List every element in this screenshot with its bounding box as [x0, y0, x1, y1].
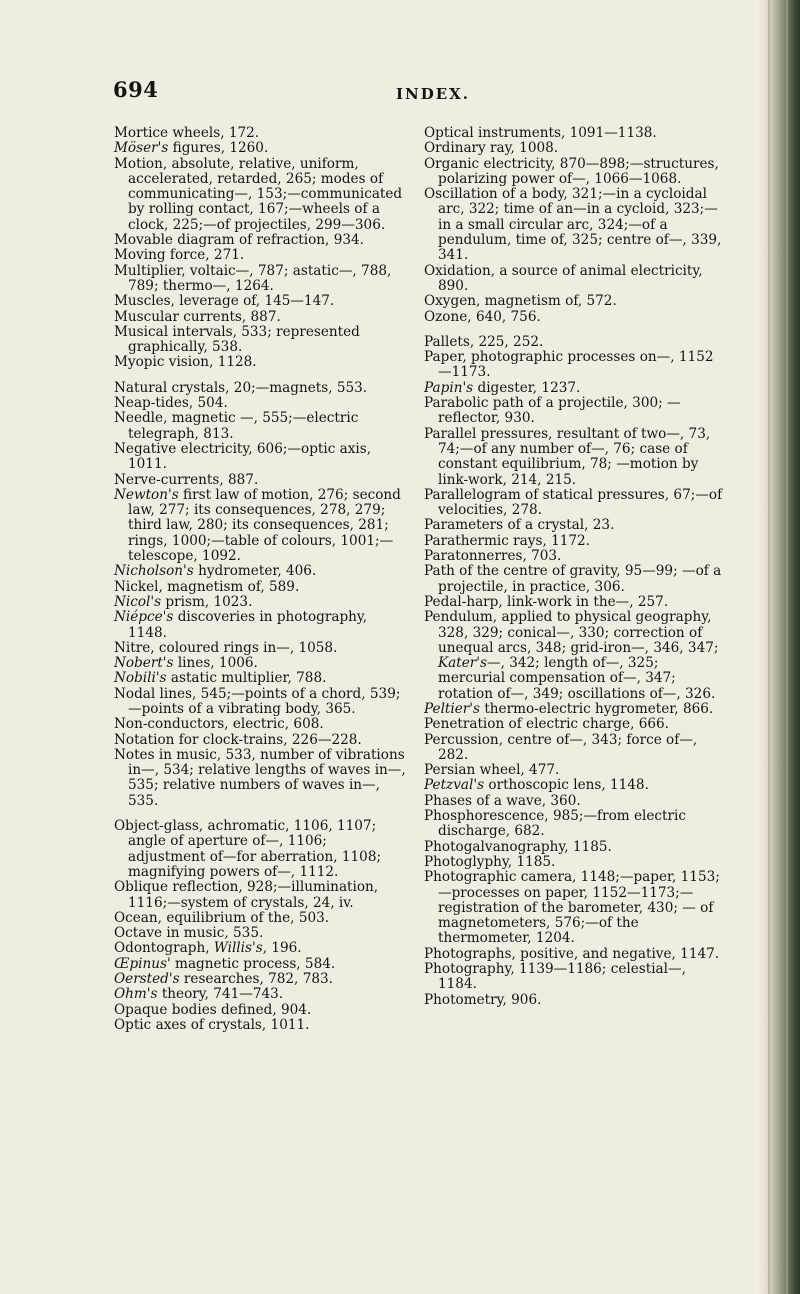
index-entry: [424, 310, 724, 325]
index-entry-refs: electricity, 870—898;—structures, polarizing power of—, 1066—1068.: [438, 155, 719, 187]
index-entry-refs: of a crystal, 23.: [503, 517, 615, 534]
spine-crease-line: [786, 0, 788, 1294]
index-entry-refs: camera, 1148;—paper, 1153;—processes on paper, 1152—1173;—registration of the barometer, 430; — of magnetometers, 576;—of the thermometer, 1204.: [438, 869, 720, 947]
index-entry: [424, 870, 724, 946]
index-entry-refs: , electric, 608.: [224, 716, 324, 733]
index-entry: [424, 595, 724, 610]
index-entry-term: Mortice wheels: [114, 125, 221, 141]
index-entry-term: Organic: [424, 155, 480, 172]
index-entry: [114, 748, 406, 809]
index-entry-refs: pressures, resultant of two—, 73, 74;—of any number of—, 76; case of constant equilibrium, 78; —motion by link-work, 214, 215.: [438, 425, 711, 488]
index-entry: [114, 126, 406, 141]
index-entry: [114, 1003, 406, 1018]
page-number: 694: [113, 77, 159, 102]
index-entry-refs: wheel, 477.: [475, 762, 560, 779]
index-entry-refs: prism, 1023.: [161, 593, 253, 610]
index-entry-refs: force, 271.: [165, 247, 245, 264]
index-entry-term: Opaque: [114, 1001, 168, 1018]
index-entry-term: Oblique: [114, 879, 169, 896]
index-entry-term: Optic: [114, 1016, 152, 1033]
index-entry-refs: theory, 741—743.: [157, 986, 284, 1003]
index-entry-refs: , 640, 756.: [467, 308, 541, 325]
index-entry: [114, 157, 406, 233]
index-entry-refs: ray, 1008.: [485, 140, 559, 157]
index-entry: [424, 564, 724, 595]
index-entry: [424, 126, 724, 141]
index-entry: [114, 987, 406, 1002]
index-entry-term: Photometry: [424, 991, 503, 1008]
index-entry-term: Path: [424, 563, 455, 580]
index-entry-term: Oscillation: [424, 186, 498, 203]
index-entry-term: Ozone: [424, 308, 468, 325]
index-entry-term: Nobert's: [114, 655, 174, 672]
index-entry-refs: , centre of—, 343; force of—, 282.: [438, 731, 698, 763]
index-entry-term: Phosphorescence: [424, 808, 545, 825]
index-entry-refs: , 1185.: [564, 838, 612, 855]
index-entry: [114, 248, 406, 263]
index-entry-term: Oxygen: [424, 293, 476, 310]
index-entry-refs: diagram of refraction, 934.: [172, 232, 364, 249]
index-entry-term: Octave: [114, 925, 163, 942]
index-entry: [114, 880, 406, 911]
index-entry-refs: , 906.: [502, 991, 542, 1008]
index-entry-term: Nerve-currents: [114, 471, 220, 488]
index-entry: [424, 809, 724, 840]
index-entry: [424, 294, 724, 309]
index-entry: [424, 534, 724, 549]
index-entry: [424, 733, 724, 764]
index-entry: [424, 962, 724, 993]
index-entry: [424, 141, 724, 156]
index-entry: [424, 396, 724, 427]
index-entry-refs: path of a projectile, 300; —reflector, 930.: [438, 395, 681, 427]
index-entry-refs: , 172.: [220, 125, 260, 141]
index-entry: [114, 381, 406, 396]
index-entry-refs: , link-work in the—, 257.: [498, 593, 669, 610]
index-entry-term: Parameters: [424, 517, 504, 534]
index-entry-refs: in music, 535.: [162, 925, 264, 942]
index-entry-term: Multiplier: [114, 262, 182, 279]
index-entry-refs: currents, 887.: [178, 308, 281, 325]
index-entry: [114, 926, 406, 941]
index-entry: [424, 335, 724, 350]
index-entry: [114, 911, 406, 926]
index-entry-subterm: Kater's: [438, 655, 487, 672]
index-entry-term: Parathermic: [424, 532, 509, 549]
index-entry-term: Musical: [114, 323, 169, 340]
index-entry-refs: first law of motion, 276; second law, 277; its consequences, 278, 279; third law, 280; its consequences, 281; rings, 1000;—table of colours, 1001;—telescope, 1092.: [128, 486, 401, 565]
index-entry: [424, 381, 724, 396]
index-entry: [424, 763, 724, 778]
index-entry-refs: figures, 1260.: [168, 140, 269, 157]
index-entry-refs: , 504.: [188, 395, 228, 412]
index-entry-refs: , 1139—1186; celestial—, 1184.: [438, 961, 686, 993]
index-entry: [424, 549, 724, 564]
index-entry-refs: , absolute, relative, uniform, accelerated, retarded, 265; modes of communicating—, 153;—communicated by rolling contact, 167;—wheels of a clock, 225;—of projectiles, 299—306.: [128, 155, 403, 233]
index-entry-term: Oersted's: [114, 971, 180, 988]
index-entry-term: Newton's: [114, 486, 179, 503]
index-entry-refs: , positive, and negative, 1147.: [511, 945, 720, 962]
index-entry-refs: of a wave, 360.: [472, 792, 581, 809]
index-entry: [114, 610, 406, 641]
index-entry-term: Nitre: [114, 639, 151, 656]
index-entry-refs: crystals, 20;—magnets, 553.: [167, 379, 368, 396]
index-entry: [424, 518, 724, 533]
index-entry-refs: , 887.: [219, 471, 259, 488]
index-entry: [424, 488, 724, 519]
index-entry-term: Natural: [114, 379, 168, 396]
index-entry: [424, 778, 724, 793]
index-entry-term: Ocean: [114, 909, 158, 926]
index-entry-refs: , leverage of, 145—147.: [170, 293, 335, 310]
index-entry: [114, 294, 406, 309]
index-entry-term: Neap-tides: [114, 395, 189, 412]
index-entry-refs: lines, 1006.: [173, 655, 258, 672]
index-entry: [114, 310, 406, 325]
index-entry: [114, 564, 406, 579]
index-entry-refs: , photographic processes on—, 1152—1173.: [438, 349, 714, 381]
index-column-left: [114, 126, 406, 1033]
index-entry-term: Optical: [424, 125, 474, 141]
index-entry-refs: axes of crystals, 1011.: [151, 1016, 310, 1033]
index-entry-refs: lines, 545;—points of a chord, 539;—points of a vibrating body, 365.: [128, 685, 401, 717]
index-entry-term: Negative: [114, 440, 177, 457]
index-entry-term: Photography: [424, 961, 511, 978]
index-entry: [114, 641, 406, 656]
index-entry: [114, 473, 406, 488]
index-entry: [424, 947, 724, 962]
index-entry: [424, 702, 724, 717]
index-entry-term: Pallets: [424, 333, 470, 350]
index-entry-refs: reflection, 928;—illumination, 1116;—system of crystals, 24, iv.: [128, 879, 379, 911]
index-entry-term: Paratonnerres: [424, 548, 523, 565]
index-entry-term: Ohm's: [114, 986, 158, 1003]
index-entry-subterm: Willis's: [213, 940, 263, 957]
index-entry: [114, 141, 406, 156]
index-entry-refs: discoveries in photography, 1148.: [128, 609, 368, 641]
index-entry-term: Motion: [114, 155, 163, 172]
index-entry-refs: , achromatic, 1106, 1107; angle of aperture of—, 1106; adjustment of—for aberration, 1108; magnifying powers of—, 1112.: [128, 818, 382, 880]
index-entry: [424, 350, 724, 381]
index-entry-refs: thermo-electric hygrometer, 866.: [480, 700, 714, 717]
index-entry: [424, 855, 724, 870]
index-entry-term: Muscles: [114, 293, 171, 310]
index-entry-term: Möser's: [114, 140, 169, 157]
index-entry-refs-tail: , 196.: [262, 940, 302, 957]
index-entry: [424, 993, 724, 1008]
index-entry-refs: in music, 533, number of vibrations in—, 534; relative lengths of waves in—, 535; relative numbers of waves in—, 535.: [128, 746, 406, 809]
index-entry-term: Object-glass: [114, 818, 199, 835]
index-entry-refs: intervals, 533; represented graphically, 538.: [128, 323, 360, 356]
index-column-right: [424, 126, 724, 1008]
index-entry: [114, 355, 406, 370]
index-entry-refs-tail: —, 342; length of—, 325; mercurial compensation of—, 347; rotation of—, 349; oscillations of—, 326.: [438, 655, 716, 702]
index-entry-refs: , magnetic —, 555;—electric telegraph, 813.: [128, 410, 359, 442]
index-entry: [114, 687, 406, 718]
index-entry-term: Papin's: [424, 379, 474, 396]
index-entry-term: Persian: [424, 762, 476, 779]
index-entry: [114, 264, 406, 295]
index-entry-term: Petzval's: [424, 777, 485, 794]
index-entry-refs: for clock-trains, 226—228.: [174, 731, 362, 748]
index-entry-term: Nobili's: [114, 670, 167, 687]
index-entry-refs: orthoscopic lens, 1148.: [484, 777, 649, 794]
index-entry: [114, 442, 406, 473]
index-entry-refs: vision, 1128.: [164, 354, 257, 371]
index-entry-refs: , voltaic—, 787; astatic—, 788, 789; thermo—, 1264.: [128, 262, 392, 294]
index-entry-refs: astatic multiplier, 788.: [166, 670, 327, 687]
index-entry-term: Nodal: [114, 685, 156, 702]
index-entry-refs: of statical pressures, 67;—of velocities, 278.: [438, 486, 723, 519]
index-entry-term: Oxidation: [424, 262, 491, 279]
index-entry-refs: , 703.: [522, 548, 562, 565]
book-spine-edge: [758, 0, 800, 1294]
index-entry: [114, 488, 406, 564]
index-entry: [424, 610, 724, 702]
index-entry-term: Phases: [424, 792, 473, 809]
index-entry-refs: , magnetism of, 572.: [476, 293, 617, 310]
index-entry-term: Œpinus': [114, 955, 171, 972]
index-entry: [114, 1018, 406, 1033]
index-entry: [114, 656, 406, 671]
index-entry-term: Myopic: [114, 354, 165, 371]
index-entry: [424, 794, 724, 809]
index-entry-refs: electricity, 606;—optic axis, 1011.: [128, 440, 372, 473]
index-entry-refs: bodies defined, 904.: [167, 1001, 312, 1018]
index-entry-term: Penetration: [424, 716, 505, 733]
index-entry: [114, 595, 406, 610]
index-entry-term: Parabolic: [424, 395, 489, 412]
index-entry: [114, 325, 406, 356]
index-entry-term: Peltier's: [424, 700, 480, 717]
index-entry: [424, 187, 724, 263]
index-entry-term: Movable: [114, 232, 173, 249]
index-entry-refs: researches, 782, 783.: [179, 971, 333, 988]
index-entry-term: Parallelogram: [424, 486, 521, 503]
index-entry: [424, 264, 724, 295]
index-entry: [114, 819, 406, 880]
index-entry-term: Nickel: [114, 578, 159, 595]
index-entry-term: Needle: [114, 410, 164, 427]
index-entry-refs: instruments, 1091—1138.: [473, 125, 657, 141]
index-entry-refs: of a body, 321;—in a cycloidal arc, 322; time of an—in a cycloid, 323;—in a small circular arc, 324;—of a pendulum, time of, 325; centre of—, 339, 341.: [438, 186, 722, 264]
index-entry-refs: , 225, 252.: [469, 333, 544, 350]
index-entry: [114, 580, 406, 595]
index-entry-term: Photoglyphy: [424, 853, 508, 870]
index-entry: [424, 840, 724, 855]
index-entry-term: Muscular: [114, 308, 179, 325]
index-entry: [114, 411, 406, 442]
index-entry-refs: , 985;—from electric discharge, 682.: [438, 808, 686, 840]
index-entry: [424, 157, 724, 188]
index-entry-term: Notes: [114, 746, 155, 763]
index-entry-refs: , magnetism of, 589.: [158, 578, 300, 595]
index-entry-term: Ordinary: [424, 140, 486, 157]
index-entry: [114, 717, 406, 732]
index-entry-term: Photographs: [424, 945, 512, 962]
index-entry-term: Non-conductors: [114, 716, 225, 733]
index-entry-term: Photographic: [424, 869, 517, 886]
spine-crease-line: [768, 0, 770, 1294]
index-entry-refs: magnetic process, 584.: [170, 955, 336, 972]
index-entry-term: Nicol's: [114, 593, 162, 610]
running-head: INDEX.: [396, 85, 471, 103]
index-entry-refs: digester, 1237.: [473, 379, 581, 396]
index-entry-term: Notation: [114, 731, 175, 748]
index-entry-term: Photogalvanography: [424, 838, 565, 855]
index-entry: [114, 396, 406, 411]
index-entry-refs: , 1185.: [507, 853, 556, 870]
index-entry: [114, 733, 406, 748]
index-entry-term: Paper: [424, 349, 463, 366]
index-entry: [114, 957, 406, 972]
index-entry: [424, 427, 724, 488]
index-entry-refs: ,: [205, 940, 214, 957]
index-entry-term: Percussion: [424, 731, 499, 748]
index-entry-term: Moving: [114, 247, 166, 264]
index-entry: [114, 233, 406, 248]
index-entry-refs: rays, 1172.: [508, 532, 590, 549]
index-entry-term: Niépce's: [114, 609, 174, 626]
index-entry-term: Nicholson's: [114, 563, 194, 580]
index-entry-refs: hydrometer, 406.: [193, 563, 317, 580]
index-entry: [114, 972, 406, 987]
index-entry-refs: of the centre of gravity, 95—99; —of a projectile, in practice, 306.: [438, 563, 722, 595]
index-entry-refs: , coloured rings in—, 1058.: [150, 639, 338, 656]
index-entry-term: Odontograph: [114, 940, 206, 957]
index-entry-refs: of electric charge, 666.: [504, 716, 669, 733]
index-entry-refs: , equilibrium of the, 503.: [157, 909, 330, 926]
index-entry: [424, 717, 724, 732]
index-entry-refs: , a source of animal electricity, 890.: [438, 262, 703, 294]
index-entry: [114, 671, 406, 686]
index-entry-term: Pedal-harp: [424, 593, 499, 610]
index-entry: [114, 941, 406, 956]
index-entry-refs: , applied to physical geography, 328, 329; conical—, 330; correction of unequal arcs, 348; grid-iron—, 346, 347;: [438, 609, 719, 656]
index-entry-term: Parallel: [424, 425, 477, 442]
index-entry-term: Pendulum: [424, 609, 493, 626]
